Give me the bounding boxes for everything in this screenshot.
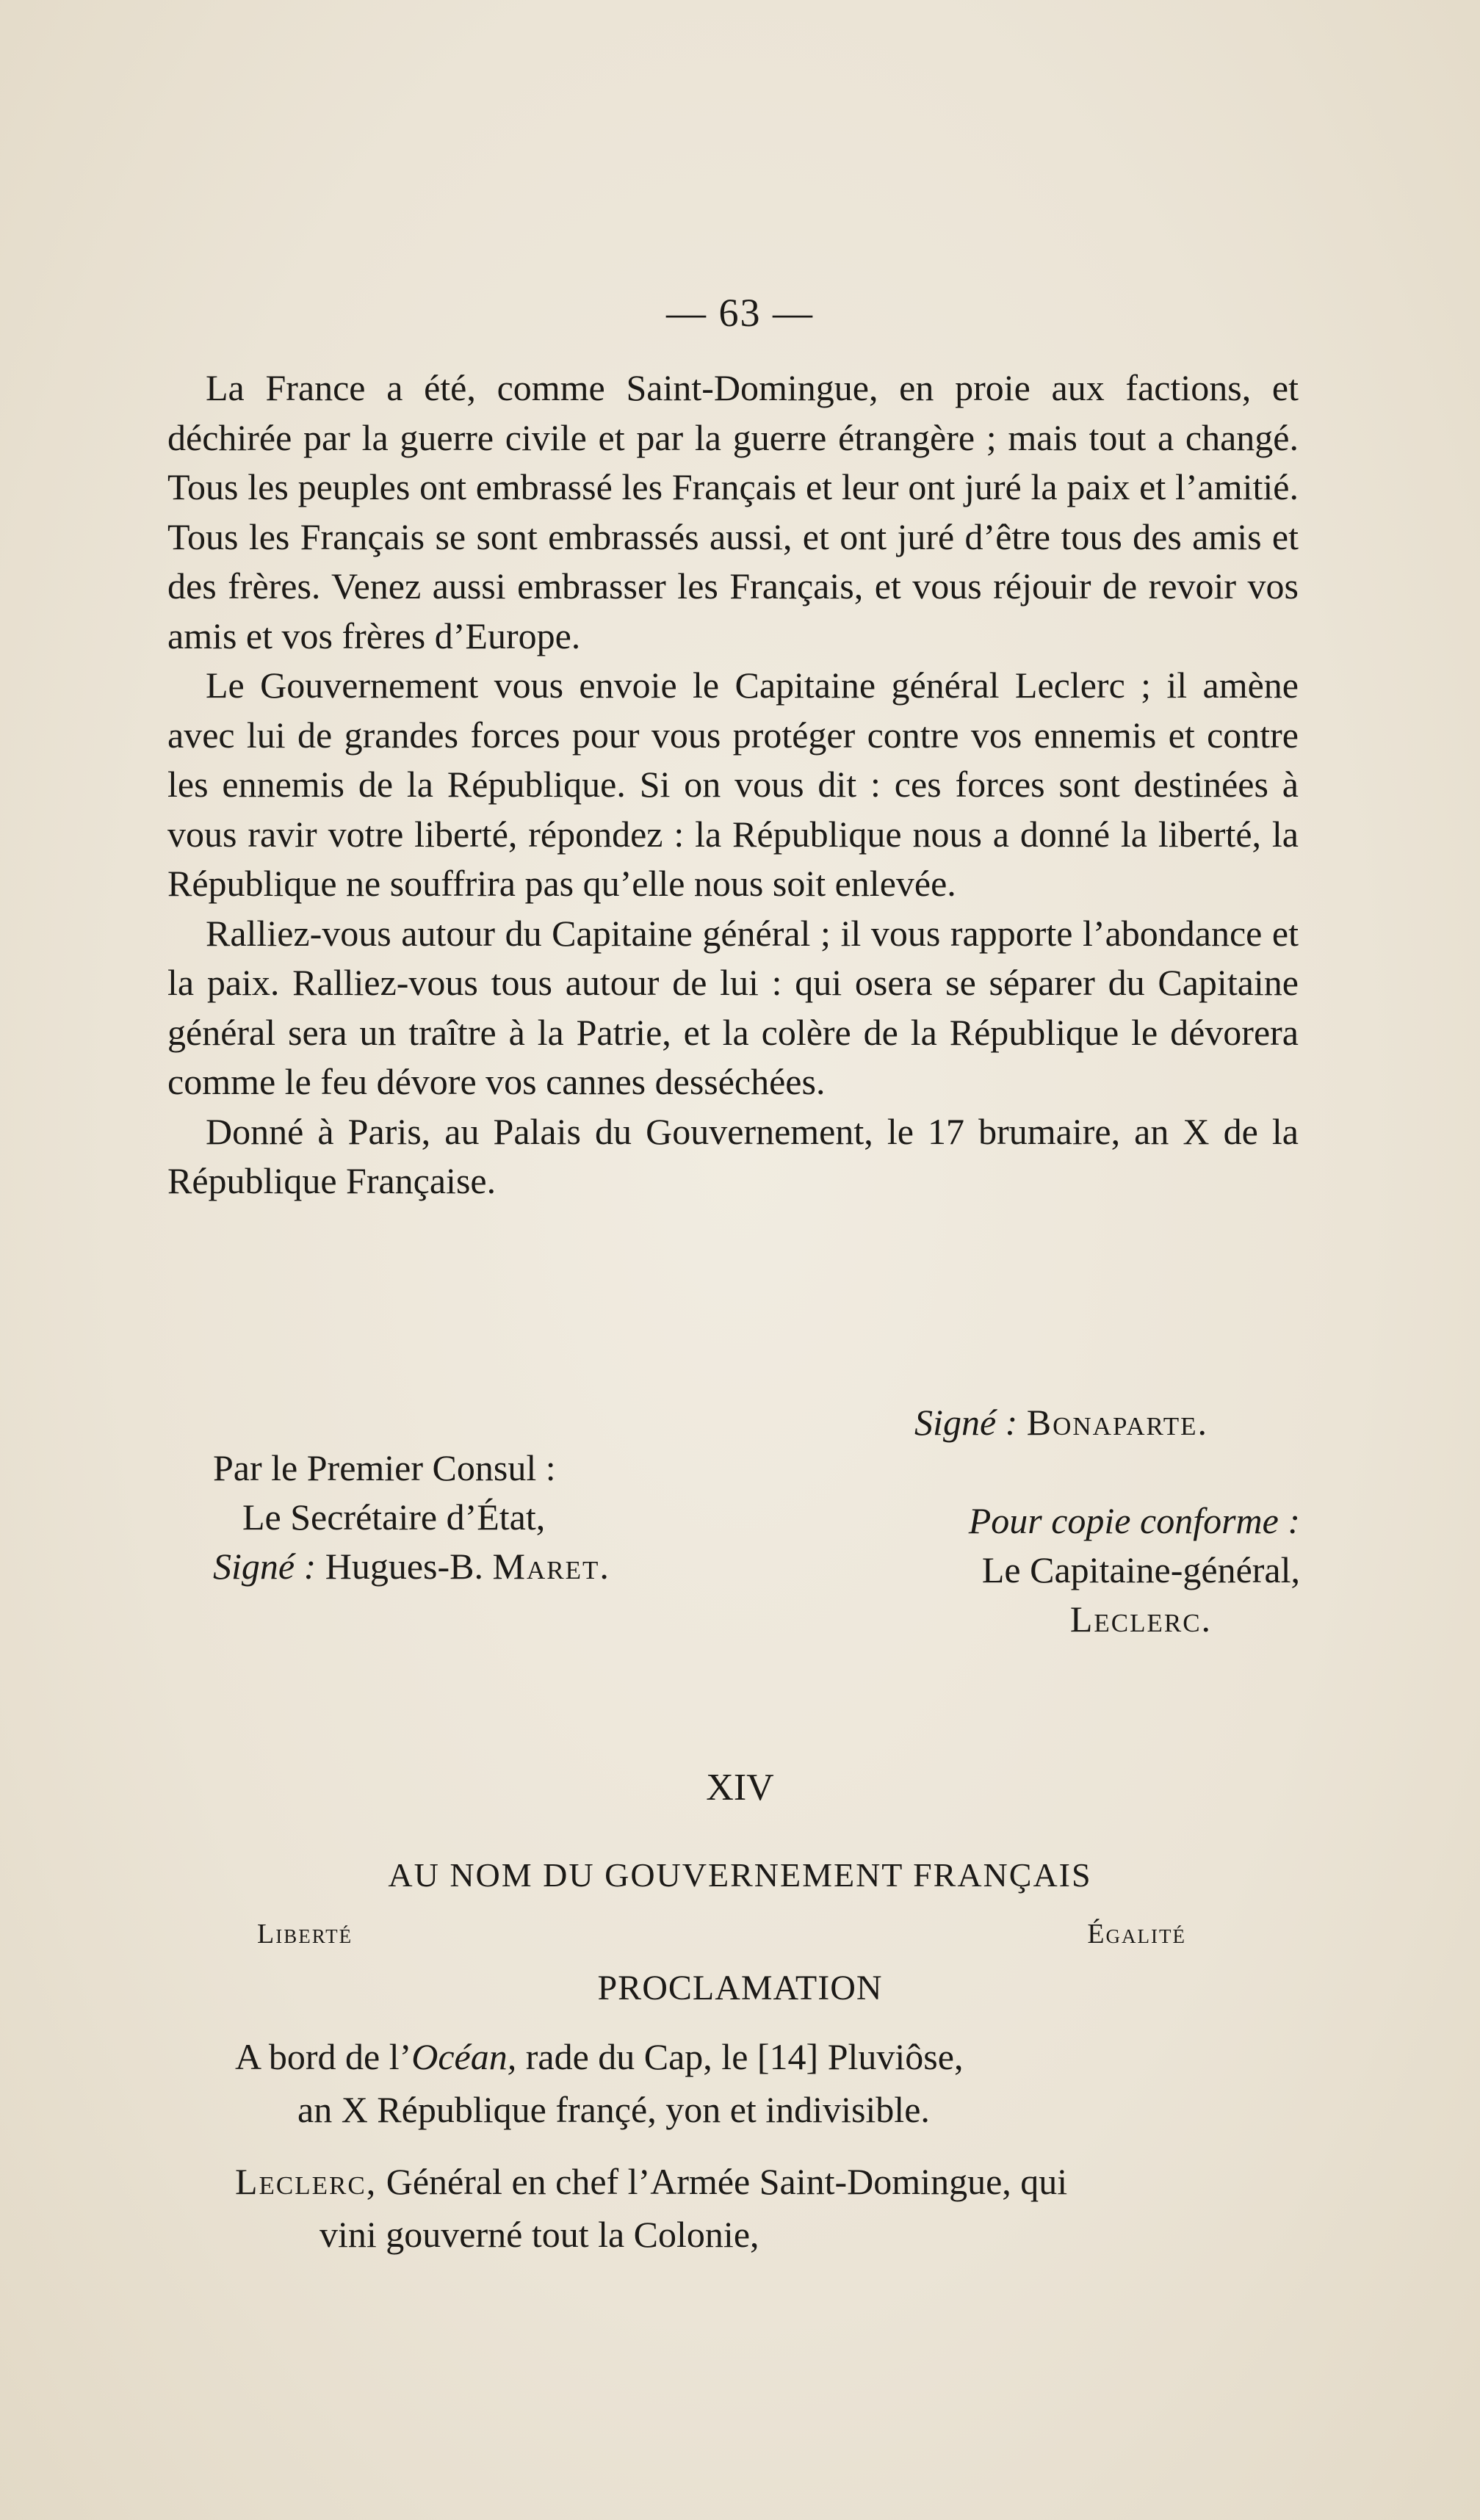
dateline-prefix: A bord de l’ [235,2036,412,2077]
leclerc-name: Leclerc, [235,2161,378,2202]
dateline-line2: an X République françé, yon et indivisible. [297,2089,930,2130]
captain-general-title: Le Capitaine-général, [981,1549,1300,1590]
ship-name: Océan, [411,2036,517,2077]
signatory-name: Bonaparte. [1026,1402,1208,1443]
secretary-last-name: Maret. [492,1546,610,1587]
secretary-title: Le Secrétaire d’État, [242,1496,546,1538]
signed-label: Signé : [914,1402,1018,1443]
dateline [235,2030,1263,2136]
bonaparte-signature [914,1401,1208,1444]
paragraph-1: La France a été, comme Saint-Domingue, en proie aux factions, et déchirée par la guerre civile et par la guerre étrangère ; mais tout a changé. Tous les peuples ont embrassé les Français et leur ont juré la paix et l’amitié. Tous les Français se sont embrassés aussi, et ont juré d’être tous des amis et des frères. Venez aussi embrasser les Français, et vous réjouir de revoir vos amis et vos frères d’Europe. [167,367,1299,656]
leclerc-intro-rest: Général en chef l’Armée Saint-Domingue, qui [377,2161,1068,2202]
secretary-signature-block [213,1444,610,1591]
signed-label: Signé : [213,1546,317,1587]
by-first-consul: Par le Premier Consul : [213,1447,556,1488]
certified-copy-block [916,1496,1300,1644]
leclerc-intro [235,2155,1300,2261]
certified-copy-label: Pour copie conforme : [968,1500,1300,1541]
page-number: — 63 — [666,291,814,335]
paragraph-3: Ralliez-vous autour du Capitaine général ; il vous rapporte l’abondance et la paix. Ralliez-vous tous autour de lui : qui osera se séparer du Capitaine général sera un traître à la Patrie, et la colère de la République le dévorera comme le feu dévore vos cannes desséchées. [167,912,1299,1102]
government-header: AU NOM DU GOUVERNEMENT FRANÇAIS [388,1856,1092,1894]
secretary-signature-line [213,1542,610,1591]
dateline-rest: rade du Cap, le [14] Pluviôse, [516,2036,964,2077]
secretary-first-name: Hugues-B. [325,1546,483,1587]
motto-liberty: Liberté [257,1919,353,1949]
paragraph-4: Donné à Paris, au Palais du Gouvernement, le 17 brumaire, an X de la République Française. [167,1110,1299,1201]
proclamation-title: PROCLAMATION [597,1969,883,2007]
section-number: XIV [706,1767,774,1808]
proclamation-body [167,363,1299,1206]
leclerc-intro-line2: vini gouverné tout la Colonie, [320,2214,759,2255]
motto-equality: Égalité [1087,1919,1186,1949]
paragraph-2: Le Gouvernement vous envoie le Capitaine général Leclerc ; il amène avec lui de grandes forces pour vous protéger contre vos ennemis et contre les ennemis de la République. Si on vous dit : ces forces sont destinées à vous ravir votre liberté, répondez : la République nous a donné la liberté, la République ne souffrira pas qu’elle nous soit enlevée. [167,665,1299,904]
leclerc-signature: Leclerc. [1069,1598,1213,1640]
